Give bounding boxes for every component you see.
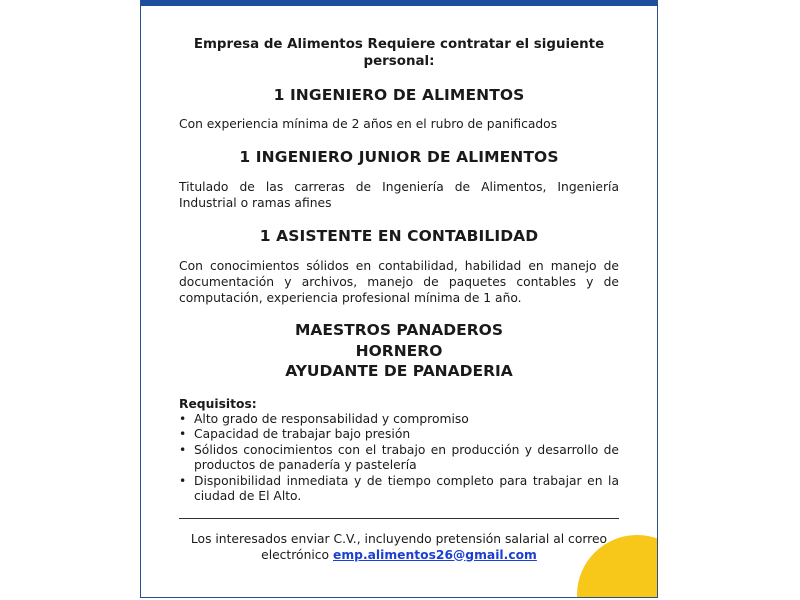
role-master-bakers: MAESTROS PANADEROS (294, 321, 504, 339)
contact-footer (179, 531, 619, 563)
contact-text: Los interesados enviar C.V., incluyendo pretensión salarial al correo electrónico (190, 531, 608, 562)
position-title-accounting-assistant: 1 ASISTENTE EN CONTABILIDAD (259, 227, 539, 245)
bullet-icon: • (179, 442, 187, 457)
position-title-food-engineer: 1 INGENIERO DE ALIMENTOS (273, 86, 525, 104)
requirement-text: Capacidad de trabajar bajo presión (194, 427, 411, 441)
role-bakery-assistant: AYUDANTE DE PANADERIA (285, 362, 513, 380)
intro-heading: Empresa de Alimentos Requiere contratar el siguiente personal: (193, 37, 605, 69)
position-description-food-engineer: Con experiencia mínima de 2 años en el rubro de panificados (179, 117, 558, 131)
bullet-icon: • (179, 473, 187, 488)
bullet-icon: • (179, 411, 187, 426)
requirements-title: Requisitos: (179, 396, 257, 411)
requirements-list (179, 412, 619, 505)
position-description-junior-engineer: Titulado de las carreras de Ingeniería de Alimentos, Ingeniería Industrial o ramas afines (179, 180, 619, 210)
position-description-accounting-assistant: Con conocimientos sólidos en contabilidad, habilidad en manejo de documentación y archivos, manejo de paquetes contables y de computación, experiencia profesional mínima de 1 año. (179, 259, 619, 305)
requirement-text: Alto grado de responsabilidad y compromiso (194, 411, 469, 426)
requirement-text: Disponibilidad inmediata y de tiempo completo para trabajar en la ciudad de El Alto. (194, 473, 619, 503)
job-ad-page (140, 0, 658, 598)
requirement-item (179, 474, 619, 505)
contact-email-link[interactable]: emp.alimentos26@gmail.com (332, 547, 537, 562)
ad-content (179, 36, 619, 563)
divider (179, 518, 619, 519)
bakery-roles (179, 320, 619, 382)
bullet-icon: • (179, 427, 187, 441)
requirement-text: Sólidos conocimientos con el trabajo en producción y desarrollo de productos de panadería y pastelería (194, 442, 619, 472)
requirement-item (179, 412, 619, 428)
requirement-item (179, 443, 619, 474)
position-title-junior-engineer: 1 INGENIERO JUNIOR DE ALIMENTOS (239, 148, 559, 166)
requirement-item (179, 427, 619, 443)
top-color-bar (141, 0, 657, 6)
role-baker-oven: HORNERO (355, 341, 443, 360)
